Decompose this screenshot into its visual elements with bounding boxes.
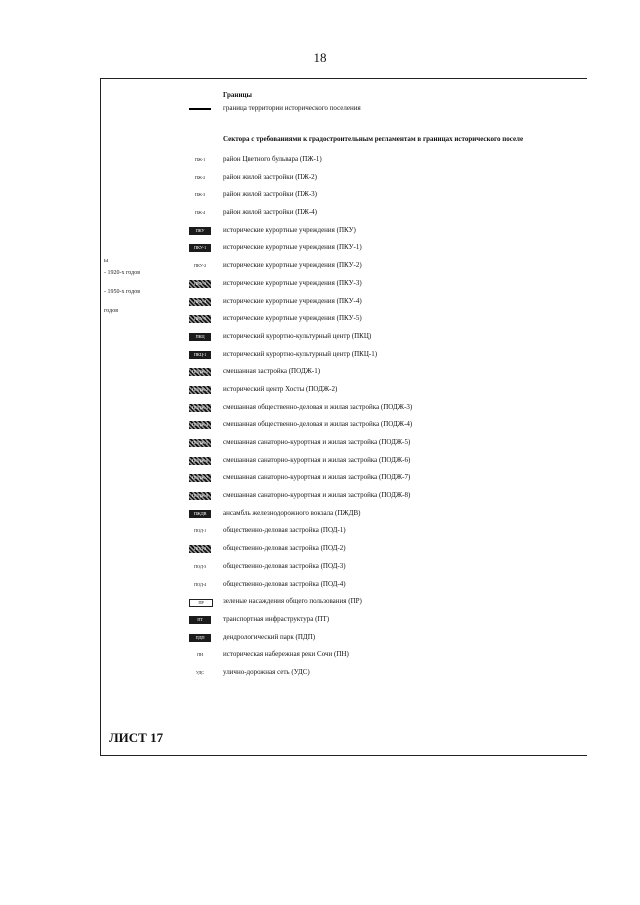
legend-symbol: ПР — [189, 599, 213, 607]
side-note-4: годов — [104, 308, 119, 314]
legend-row — [183, 206, 583, 224]
legend-label: смешанная санаторно-курортная и жилая застройка (ПОДЖ-6) — [223, 455, 411, 464]
legend-row — [183, 277, 583, 295]
legend-row — [183, 171, 583, 189]
legend-row — [183, 613, 583, 631]
legend-symbol: ПОДЖ-6 — [189, 457, 211, 465]
legend-symbol: ПЖДВ — [189, 510, 211, 518]
legend-row — [183, 454, 583, 472]
legend-row — [183, 436, 583, 454]
legend-row — [183, 330, 583, 348]
legend-label: район Цветного бульвара (ПЖ-1) — [223, 155, 322, 163]
legend-symbol: ПДП — [189, 634, 211, 642]
legend-label: исторические курортные учреждения (ПКУ) — [223, 225, 356, 234]
legend-frame — [100, 78, 587, 756]
legend-label: общественно-деловая застройка (ПОД-3) — [223, 561, 346, 570]
legend-symbol: ПОДЖ-1 — [189, 368, 211, 376]
legend-label: смешанная общественно-деловая и жилая застройка (ПОДЖ-4) — [223, 420, 413, 429]
legend-symbol: ПЖ-1 — [194, 157, 206, 162]
legend-row — [183, 507, 583, 525]
legend-symbol: ПОДЖ-7 — [189, 474, 211, 482]
legend-label: район жилой застройки (ПЖ-2) — [223, 172, 318, 181]
boundary-line-symbol — [189, 108, 211, 110]
legend-label: общественно-деловая застройка (ПОД-4) — [223, 579, 346, 588]
legend-label: смешанная общественно-деловая и жилая застройка (ПОДЖ-3) — [223, 402, 413, 411]
legend-symbol: ПОД-1 — [193, 528, 207, 534]
boundary-label: граница территории исторического поселения — [223, 104, 361, 112]
legend-label: зеленые насаждения общего пользования (ПР) — [223, 597, 362, 606]
legend-label: дендрологический парк (ПДП) — [223, 632, 316, 641]
legend-list — [183, 153, 583, 684]
legend-symbol: ПКУ-4 — [189, 298, 211, 306]
legend-row — [183, 224, 583, 242]
legend-row — [183, 648, 583, 666]
legend-row — [183, 259, 583, 277]
legend-symbol: ПКУ-1 — [189, 244, 211, 252]
legend-row — [183, 241, 583, 259]
legend-row — [183, 631, 583, 649]
legend-row — [183, 348, 583, 366]
legend-label: смешанная санаторно-курортная и жилая застройка (ПОДЖ-8) — [223, 491, 411, 500]
sectors-heading: Сектора с требованиями к градостроительным регламентам в границах исторического поселе — [223, 135, 524, 143]
legend-label: исторические курортные учреждения (ПКУ-1) — [223, 243, 362, 252]
side-note-1: ы — [104, 258, 109, 264]
legend-label: общественно-деловая застройка (ПОД-2) — [223, 544, 346, 553]
legend-label: общественно-деловая застройка (ПОД-1) — [223, 526, 346, 535]
legend-label: исторические курортные учреждения (ПКУ-3) — [223, 278, 362, 287]
legend-row — [183, 666, 583, 684]
legend-symbol: ПОД-2 — [189, 545, 211, 553]
legend-row — [183, 578, 583, 596]
legend-row — [183, 188, 583, 206]
legend-row — [183, 401, 583, 419]
legend-label: ансамбль железнодорожного вокзала (ПЖДВ) — [223, 508, 361, 517]
legend-label: транспортная инфраструктура (ПТ) — [223, 614, 330, 623]
legend-row — [183, 524, 583, 542]
legend-label: исторические курортные учреждения (ПКУ-2) — [223, 261, 362, 270]
legend-symbol: УДС — [195, 669, 205, 675]
legend-symbol: ПКЦ — [189, 333, 211, 341]
side-note-3: - 1950-х годов — [104, 289, 141, 295]
legend-symbol: ПКУ-3 — [189, 280, 211, 288]
legend-symbol: ПКЦ-1 — [189, 351, 211, 359]
legend-symbol: ПКУ — [189, 227, 211, 235]
legend-row — [183, 542, 583, 560]
legend-symbol: ПОД-4 — [193, 581, 207, 587]
side-note-2: - 1920-х годов — [104, 270, 141, 276]
legend-symbol: ПКУ-2 — [193, 263, 207, 269]
legend-label: исторические курортные учреждения (ПКУ-5) — [223, 314, 362, 323]
legend-row — [183, 383, 583, 401]
legend-row — [183, 365, 583, 383]
legend-symbol: ПЖ-2 — [194, 174, 206, 180]
legend-label: исторический курортно-культурный центр (ПКЦ) — [223, 331, 372, 340]
legend-symbol: ПЖ-3 — [194, 192, 206, 198]
legend-symbol: ПН — [196, 652, 204, 658]
legend-symbol: ПТ — [189, 616, 211, 624]
legend-row — [183, 471, 583, 489]
legend-label: смешанная санаторно-курортная и жилая застройка (ПОДЖ-7) — [223, 473, 411, 482]
boundaries-heading: Границы — [223, 91, 252, 99]
legend-row — [183, 312, 583, 330]
legend-label: исторические курортные учреждения (ПКУ-4) — [223, 296, 362, 305]
legend-label: смешанная застройка (ПОДЖ-1) — [223, 367, 321, 376]
legend-row — [183, 418, 583, 436]
legend-label: район жилой застройки (ПЖ-4) — [223, 208, 318, 217]
legend-symbol: ПОДЖ-5 — [189, 439, 211, 447]
legend-symbol: ПЖ-4 — [194, 210, 206, 216]
legend-symbol: ПОДЖ-8 — [189, 492, 211, 500]
legend-label: район жилой застройки (ПЖ-3) — [223, 190, 318, 199]
legend-row — [183, 489, 583, 507]
legend-symbol: ПОДЖ-4 — [189, 421, 211, 429]
legend-row — [183, 595, 583, 613]
legend-row — [183, 295, 583, 313]
legend-label: историческая набережная реки Сочи (ПН) — [223, 650, 349, 659]
legend-label: исторический курортно-культурный центр (ПКЦ-1) — [223, 349, 378, 358]
legend-symbol: ПОДЖ-2 — [189, 386, 211, 394]
legend-symbol: ПОДЖ-3 — [189, 404, 211, 412]
sheet-label: ЛИСТ 17 — [109, 730, 164, 745]
legend-symbol: ПКУ-5 — [189, 315, 211, 323]
legend-symbol: ПОД-3 — [193, 563, 207, 569]
legend-label: смешанная санаторно-курортная и жилая застройка (ПОДЖ-5) — [223, 438, 411, 446]
page-number: 18 — [313, 50, 327, 65]
legend-label: улично-дорожная сеть (УДС) — [223, 667, 310, 676]
legend-row — [183, 560, 583, 578]
legend-row — [183, 153, 583, 171]
legend-label: исторический центр Хосты (ПОДЖ-2) — [223, 384, 338, 393]
